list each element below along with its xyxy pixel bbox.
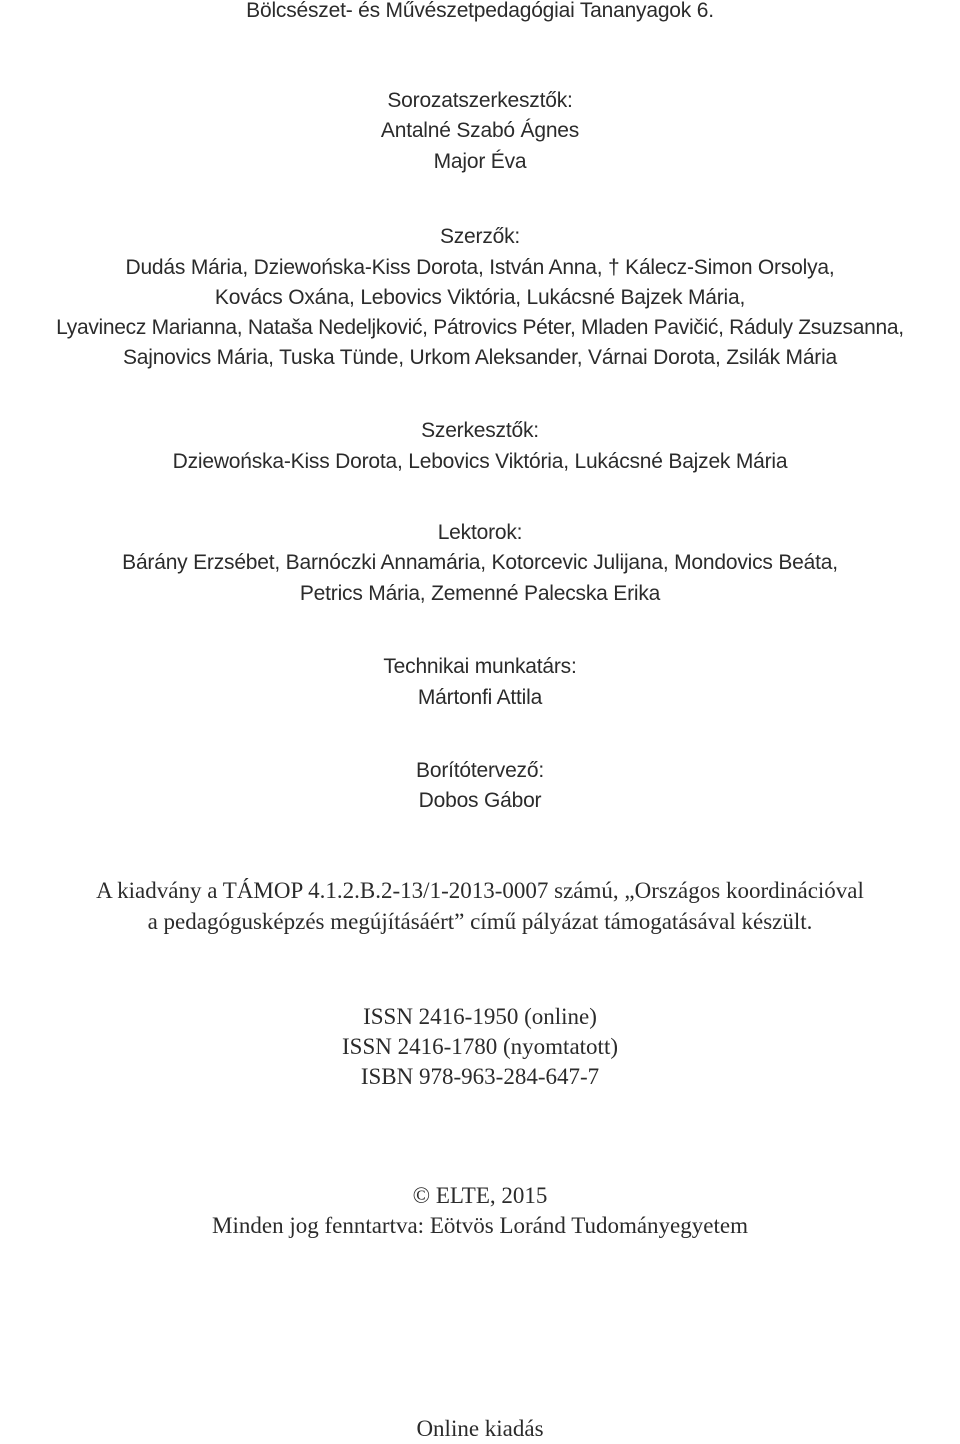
series-editor-name: Major Éva xyxy=(433,150,527,173)
cover-designer-name: Dobos Gábor xyxy=(418,789,542,812)
authors-line: Lyavinecz Marianna, Nataša Nedeljković, Pátrovics Péter, Mladen Pavičić, Ráduly Zsuzsanna, xyxy=(56,316,904,339)
series-editors-heading: Sorozatszerkesztők: xyxy=(387,89,573,112)
authors-line: Dudás Mária, Dziewońska-Kiss Dorota, István Anna, † Kálecz-Simon Orsolya, xyxy=(125,256,835,279)
technical-name: Mártonfi Attila xyxy=(417,686,543,709)
authors-heading: Szerzők: xyxy=(439,225,521,248)
reviewers-heading: Lektorok: xyxy=(437,521,523,544)
technical-heading: Technikai munkatárs: xyxy=(383,655,577,678)
issn-print: ISSN 2416-1780 (nyomtatott) xyxy=(342,1034,618,1059)
edition-label: Online kiadás xyxy=(416,1416,544,1441)
editors-line: Dziewońska-Kiss Dorota, Lebovics Viktória, Lukácsné Bajzek Mária xyxy=(172,450,788,473)
copyright-holder: © ELTE, 2015 xyxy=(412,1183,548,1208)
funding-line: A kiadvány a TÁMOP 4.1.2.B.2-13/1-2013-0007 számú, „Országos koordinációval xyxy=(96,878,864,903)
editors-heading: Szerkesztők: xyxy=(421,419,539,442)
authors-line: Sajnovics Mária, Tuska Tünde, Urkom Aleksander, Várnai Dorota, Zsilák Mária xyxy=(122,346,838,369)
copyright-rights: Minden jog fenntartva: Eötvös Loránd Tudományegyetem xyxy=(212,1213,748,1238)
reviewers-line: Bárány Erzsébet, Barnóczki Annamária, Kotorcevic Julijana, Mondovics Beáta, xyxy=(122,551,838,574)
authors-line: Kovács Oxána, Lebovics Viktória, Lukácsné Bajzek Mária, xyxy=(214,286,746,309)
funding-line: a pedagógusképzés megújításáért” című pályázat támogatásával készült. xyxy=(147,909,813,934)
series-title: Bölcsészet- és Művészetpedagógiai Tananyagok 6. xyxy=(246,0,714,22)
issn-online: ISSN 2416-1950 (online) xyxy=(363,1004,597,1029)
isbn: ISBN 978-963-284-647-7 xyxy=(360,1064,600,1089)
reviewers-line: Petrics Mária, Zemenné Palecska Erika xyxy=(299,582,661,605)
cover-designer-heading: Borítótervező: xyxy=(416,759,544,782)
series-editor-name: Antalné Szabó Ágnes xyxy=(380,119,580,142)
